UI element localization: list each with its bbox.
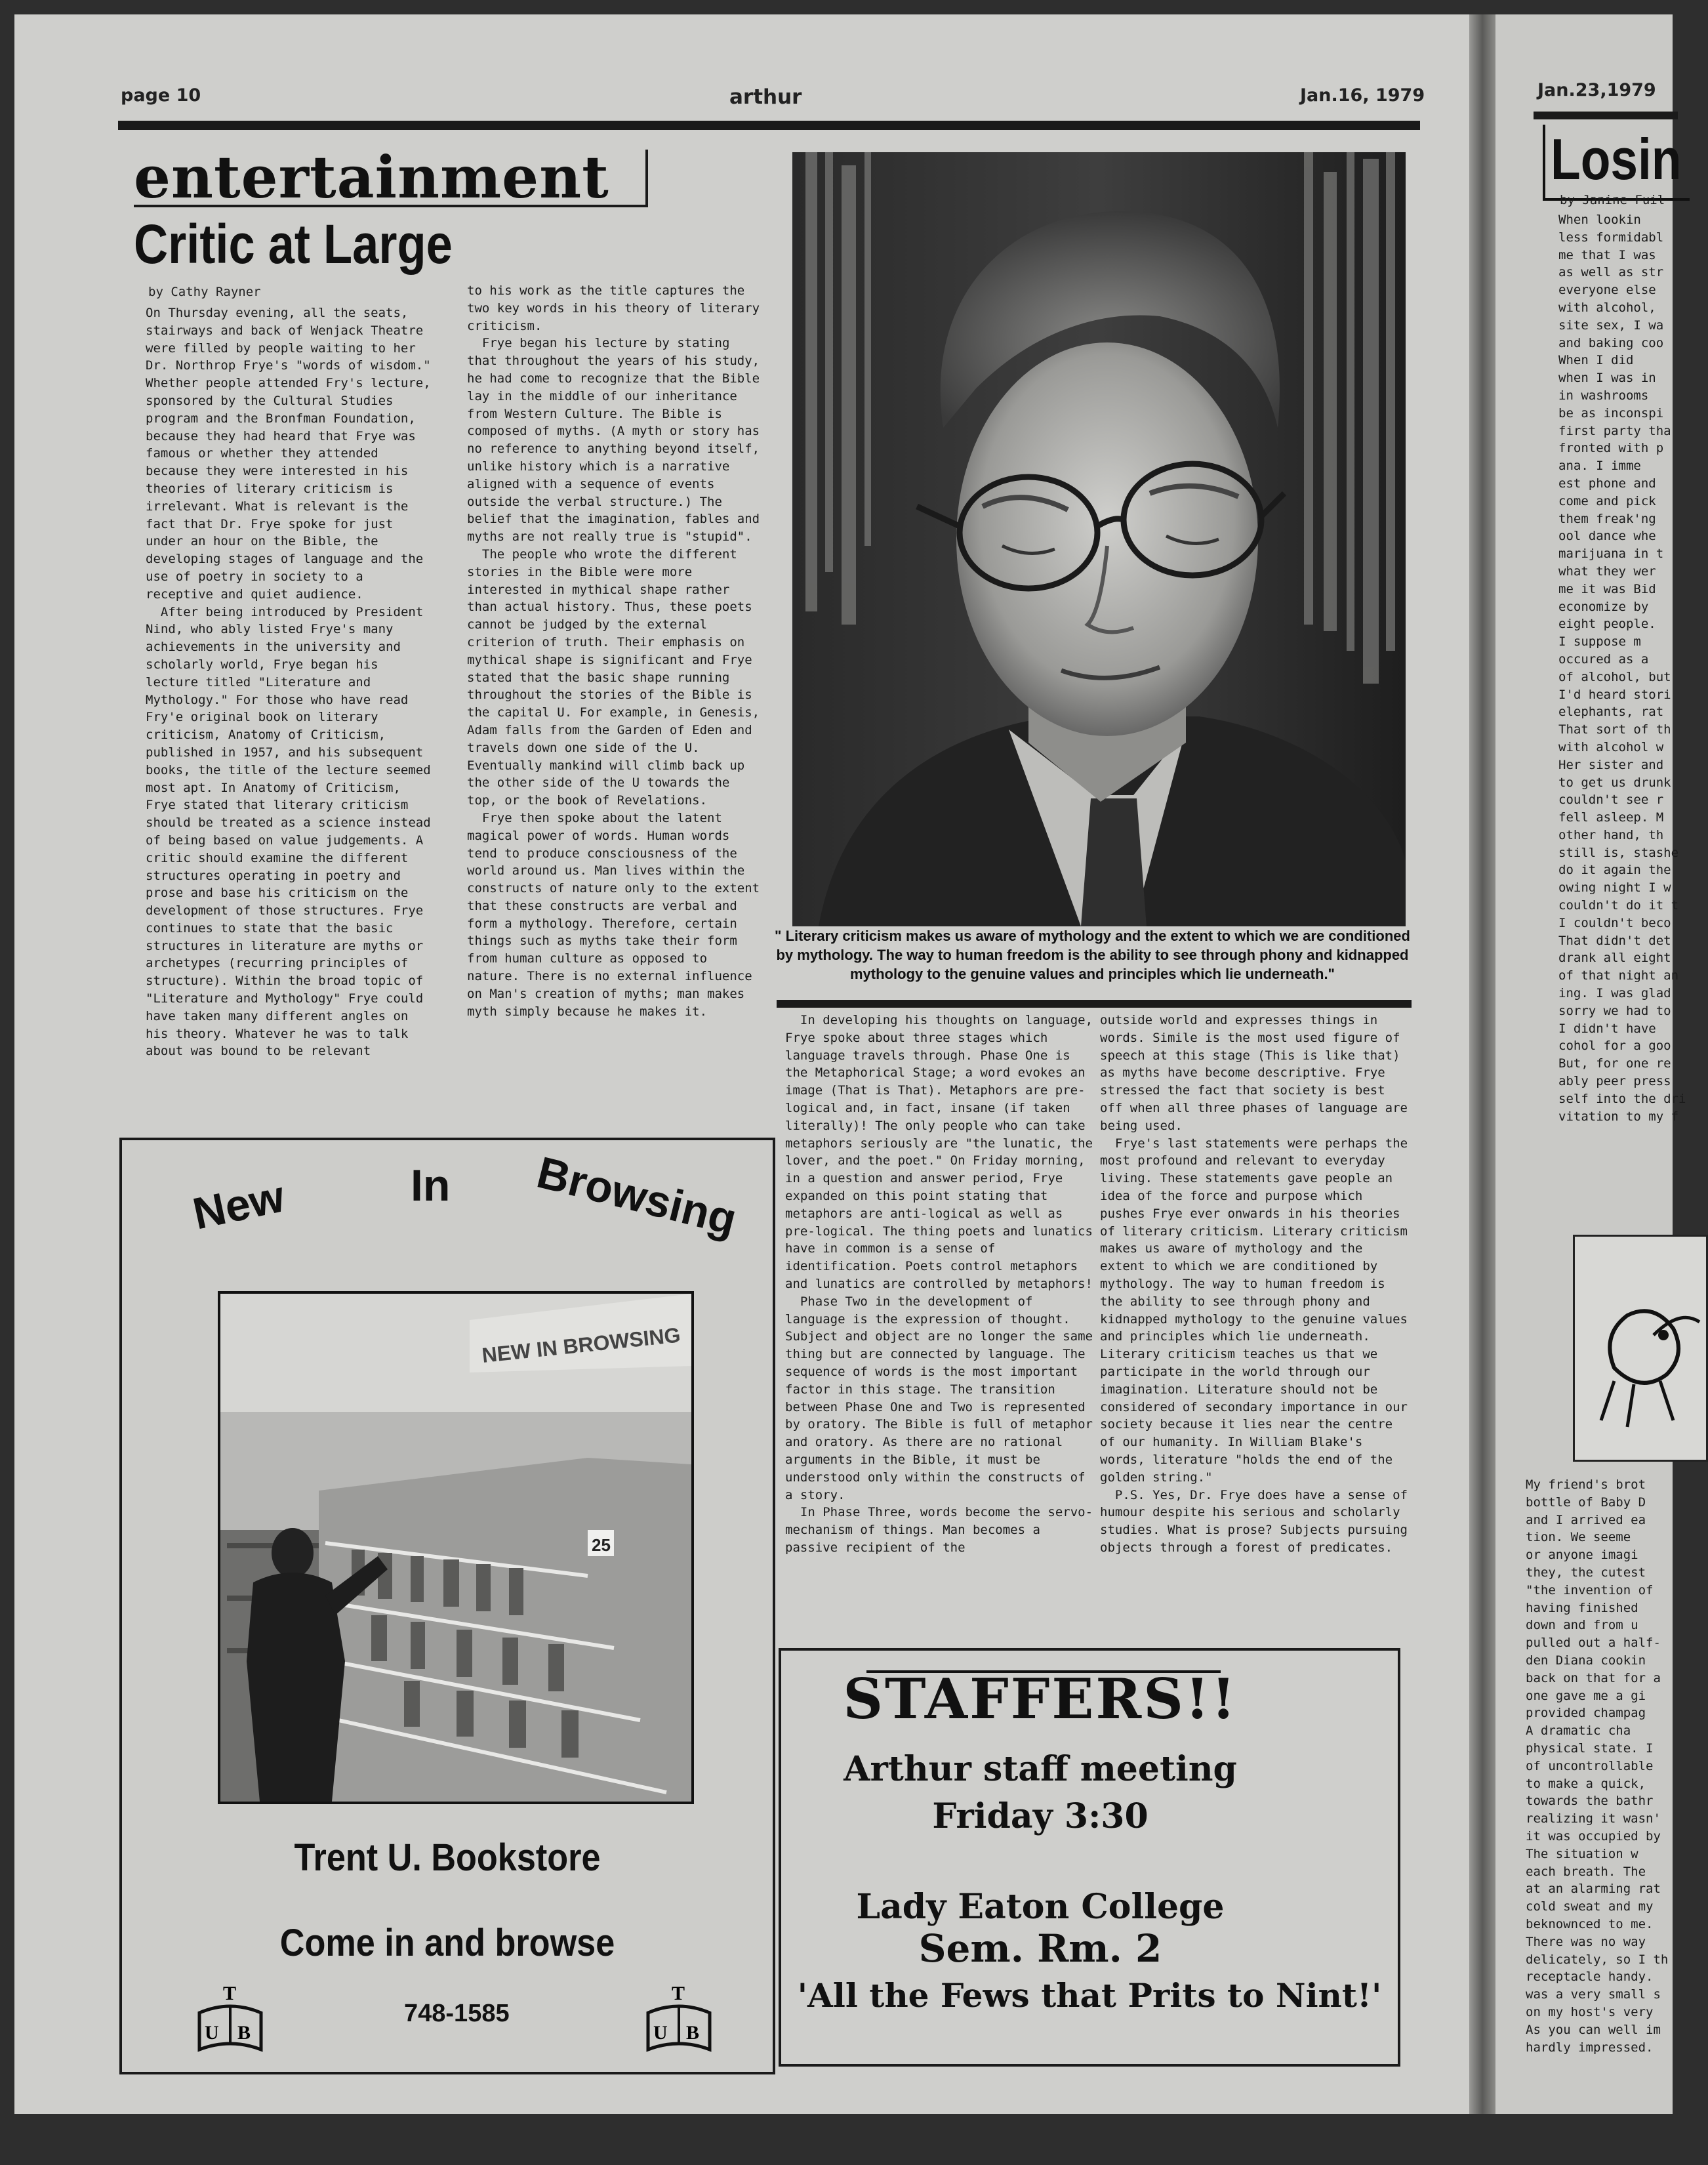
tub-logo-icon (194, 1983, 266, 2052)
staffers-room: Sem. Rm. 2 (918, 1926, 1162, 1971)
next-page-line: couldn't do it t (1558, 898, 1679, 913)
logo-letter-b: B (686, 2022, 700, 2044)
next-page-line: But, for one re (1558, 1056, 1671, 1071)
next-page-line: fell asleep. M (1558, 810, 1664, 825)
next-page-line: back on that for a (1526, 1670, 1661, 1685)
next-page-line: come and pick (1558, 493, 1656, 508)
shelf-number: 25 (592, 1535, 611, 1555)
next-page-line: ably peer press (1558, 1074, 1671, 1089)
next-page-line: everyone else (1558, 283, 1656, 298)
next-page-line: I suppose m (1558, 634, 1641, 650)
newspaper-page (14, 14, 1469, 2114)
article-column-3: In developing his thoughts on language, Frye spoke about three stages which language travels through. Phase One is the Metaphorical Stage; a word evokes an image (That is That). Metaphors are pre-logical and, in fact, insane (if taken literally)! The only people who can take metaphors seriously are "the lunatic, the lover, and the poet." On Friday morning, in a question and answer period, Frye expanded on this point stating that metaphors are anti-logical as well as pre-logical. The thing poets and lunatics have in common is a sense of identification. Poets control metaphors and lunatics are controlled by metaphors! Phase Two in the development of language is the expression of thought. Subject and object are no longer the same thing but are connected by language. The sequence of words is the most important factor in this stage. The transition between Phase One and Two is represented by oratory. The Bible is full of metaphor and oratory. As there are no rational arguments in the Bible, it must be understood only within the constructs of a story. In Phase Three, words become the servo-mechanism of things. Man becomes a passive recipient of the (785, 1013, 1093, 1555)
next-page-line: at an alarming rat (1526, 1882, 1661, 1897)
next-page-line: marijuana in t (1558, 546, 1664, 562)
next-page-line: me that I was (1558, 247, 1656, 262)
section-title: entertainment (134, 150, 648, 207)
next-page-line: was a very small s (1526, 1987, 1661, 2002)
bookstore-tagline: Come in and browse (279, 1922, 615, 1964)
next-page-line: other hand, th (1558, 827, 1664, 842)
article-headline: Critic at Large (134, 213, 453, 275)
next-page-line: they, the cutest (1526, 1565, 1646, 1580)
next-page-line: to get us drunk (1558, 775, 1671, 790)
next-page-line: That didn't det (1558, 933, 1671, 948)
next-page-line: and baking coo (1558, 335, 1664, 350)
next-page-line: I couldn't beco (1558, 915, 1671, 930)
next-page-line: site sex, I wa (1558, 318, 1664, 333)
issue-date: Jan.16, 1979 (1300, 85, 1425, 106)
portrait-photo (792, 152, 1406, 926)
next-page-line: beknownced to me. (1526, 1916, 1654, 1931)
next-page-line: The situation w (1526, 1846, 1638, 1861)
next-page-line: ing. I was glad (1558, 986, 1671, 1001)
next-page-line: self into the dri (1558, 1091, 1686, 1106)
next-page-line: elephants, rat (1558, 705, 1664, 720)
next-page-line: each breath. The (1526, 1864, 1646, 1879)
next-page-line: still is, stashe (1558, 845, 1679, 860)
next-page-line: occured as a (1558, 651, 1649, 667)
next-page-line: or anyone imagi (1526, 1548, 1638, 1563)
staffers-meeting: Arthur staff meeting (844, 1749, 1237, 1789)
next-page-text-top (1558, 211, 1690, 1125)
bookstore-phone: 748-1585 (404, 2000, 510, 2027)
next-page-line: When I did (1558, 353, 1634, 368)
next-page-line: eight people. (1558, 617, 1656, 632)
next-page-line: down and from u (1526, 1618, 1638, 1633)
article-column-1: On Thursday evening, all the seats, stairways and back of Wenjack Theatre were filled by people waiting to her Dr. Northrop Frye's "words of wisdom." Whether people attended Fry's lecture, sponsored by the Cultural Studies program and the Bronfman Foundation, because they had heard that Frye was famous or whether they attended because they were interested in his theories of literary criticism is irrelevant. What is relevant is the fact that Dr. Frye spoke for just under an hour on the Bible, the developing stages of language and the use of poetry in society to a receptive and quiet audience. After being introduced by President Nind, who ably listed Frye's many achievements in the university and scholarly world, Frye began his lecture titled "Literature and Mythology." For those who have read Fry'e original book on literary criticism, Anatomy of Criticism, published in 1957, and his subsequent books, the title of the lecture seemed most apt. In Anatomy of Criticism, Frye stated that literary criticism should be treated as a science instead of being based on value judgements. A critic should examine the different structures operating in poetry and prose and base his criticism on the development of those structures. Frye continues to state that the basic structures in literature are myths or archetypes (recurring principles of structure). Within the broad topic of "Literature and Mythology" Frye could have taken many different angles on his theory. Whatever he was to talk about was bound to be relevant (146, 306, 431, 1059)
next-page-line: That sort of th (1558, 722, 1671, 737)
next-page-cartoon (1573, 1235, 1708, 1462)
next-page-line: of that night an (1558, 968, 1679, 983)
ad-word-new: New (188, 1171, 289, 1239)
next-page-line: receptacle handy. (1526, 1969, 1654, 1985)
next-page-line: it was occupied by (1526, 1828, 1661, 1844)
next-page-line: cohol for a goo (1558, 1039, 1671, 1054)
logo-letter-b: B (237, 2022, 251, 2044)
staffers-ad (779, 1648, 1400, 2067)
next-page-line: den Diana cookin (1526, 1653, 1646, 1668)
logo-letter-t: T (223, 1983, 237, 2004)
next-page-line: I didn't have (1558, 1021, 1656, 1036)
next-page-line: ool dance whe (1558, 529, 1656, 544)
caption-rule (777, 1000, 1412, 1008)
next-page-line: couldn't see r (1558, 793, 1664, 808)
next-page-line: with alcohol, (1558, 300, 1656, 315)
bookstore-ad (119, 1138, 775, 2074)
next-page-line: pulled out a half- (1526, 1636, 1661, 1651)
next-page-line: as well as str (1558, 265, 1664, 280)
next-page-line: owing night I w (1558, 880, 1671, 896)
next-page-line: of uncontrollable (1526, 1758, 1654, 1773)
article-column-4: outside world and expresses things in words. Simile is the most used figure of speech at this stage (This is like that) as myths have become descriptive. Frye stressed the fact that society is best off when all three phases of language are being used. Frye's last statements were perhaps the most profound and relevant to everyday living. These statements gave people an idea of the force and purpose which pushes Frye ever onwards in his theories of literary criticism. Literary criticism makes us aware of mythology and the extent to which we are conditioned by mythology. The way to human freedom is the ability to see through phony and kidnapped mythology to the genuine values and principles which lie underneath. Literary criticism teaches us that we participate in the world through our imagination. Literature should not be considered of secondary importance in our society because it lies near the centre of our humanity. In William Blake's words, literature "holds the end of the golden string." P.S. Yes, Dr. Frye does have a sense of humour despite his serious and scholarly studies. What is prose? Subjects pursuing objects through a forest of predicates. (1100, 1013, 1408, 1555)
next-page-line: physical state. I (1526, 1741, 1654, 1756)
staffers-location: Lady Eaton College (856, 1887, 1225, 1927)
page-number: page 10 (121, 85, 201, 106)
staffers-time: Friday 3:30 (932, 1796, 1149, 1836)
next-page-line: one gave me a gi (1526, 1688, 1646, 1703)
next-page-line: "the invention of (1526, 1582, 1654, 1598)
cartoon-image (1575, 1237, 1706, 1460)
article-byline: by Cathy Rayner (148, 285, 261, 299)
ad-word-in: In (411, 1161, 451, 1210)
logo-letter-t: T (672, 1983, 685, 2004)
next-page-line: sorry we had to (1558, 1003, 1671, 1018)
bookstore-name: Trent U. Bookstore (294, 1836, 601, 1879)
bookstore-photo (218, 1291, 694, 1804)
next-page-line: drank all eight (1558, 951, 1671, 966)
next-page-text-bottom (1526, 1476, 1669, 2056)
next-page-line: There was no way (1526, 1934, 1646, 1949)
next-page-date: Jan.23,1979 (1537, 80, 1656, 100)
next-page-line: and I arrived ea (1526, 1512, 1646, 1527)
next-page-byline: by Janine Fuil (1560, 193, 1665, 207)
next-page-line: est phone and (1558, 476, 1656, 491)
logo-letter-u: U (205, 2022, 219, 2044)
page-gutter (1469, 14, 1495, 2114)
next-page-line: cold sweat and my (1526, 1899, 1654, 1914)
paper-name: arthur (729, 85, 802, 109)
store-sign: NEW IN BROWSING (480, 1323, 682, 1367)
next-page-line: first party tha (1558, 423, 1671, 438)
next-page-line: delicately, so I th (1526, 1952, 1669, 1967)
next-page-line: realizing it wasn' (1526, 1811, 1661, 1826)
article-column-2: to his work as the title captures the two key words in his theory of literary criticism. Frye began his lecture by stating that throughout the years of his study, he had come to recognize that the Bible lay in the middle of our inheritance from Western Culture. The Bible is composed of myths. (A myth or story has no reference to anything beyond itself, unlike history which is a narrative aligned with a sequence of events outside the verbal structure.) The belief that the imagination, fables and myths are not really true is "stupid". The people who wrote the different stories in the Bible were more interested in mythical shape rather than actual history. Thus, these poets cannot be judged by the external criterion of truth. Their emphasis on mythical shape is significant and Frye stated that the basic shape running throughout the stories of the Bible is the capital U. For example, in Genesis, Adam falls from the Garden of Eden and travels down one side of the U. Eventually mankind will climb back up the other side of the U towards the top, or the book of Revelations. Frye then spoke about the latent magical power of words. Human words tend to produce consciousness of the world around us. Man lives within the constructs of nature only to the extent that these constructs are verbal and form a mythology. Therefore, certain things such as myths take their form from human culture as opposed to nature. There is no external influence on Man's creation of myths; man makes myth simply because he makes it. (467, 283, 760, 1019)
next-page-edge (1495, 14, 1686, 2114)
next-page-line: provided champag (1526, 1706, 1646, 1721)
next-page-line: tion. We seeme (1526, 1530, 1631, 1545)
next-page-line: towards the bathr (1526, 1794, 1654, 1809)
photo-caption: " Literary criticism makes us aware of mythology and the extent to which we are conditioned by mythology. The way to human freedom is the ability to see through phony and kidnapped mythology to the genuine values and principles which lie underneath." (775, 928, 1410, 982)
next-page-line: vitation to my f (1558, 1109, 1679, 1124)
next-page-line: I'd heard stori (1558, 687, 1671, 702)
next-page-line: what they wer (1558, 564, 1656, 579)
next-page-line: Her sister and (1558, 757, 1664, 772)
header-rule (118, 121, 1420, 130)
next-page-rule (1534, 112, 1678, 119)
next-page-line: of alcohol, but (1558, 669, 1671, 684)
bookstore-image (220, 1294, 691, 1802)
next-page-line: bottle of Baby D (1526, 1495, 1646, 1510)
next-page-line: ana. I imme (1558, 459, 1641, 474)
next-page-line: less formidabl (1558, 230, 1664, 245)
ad-word-browsing: Browsing (532, 1147, 742, 1245)
next-page-line: on my host's very (1526, 2004, 1654, 2019)
next-page-line: with alcohol w (1558, 739, 1664, 754)
portrait-image (792, 152, 1406, 926)
next-page-line: in washrooms (1558, 388, 1649, 403)
staffers-slogan: 'All the Fews that Prits to Nint!' (797, 1976, 1382, 2015)
next-page-line: when I was in (1558, 371, 1656, 386)
next-page-line: do it again the (1558, 863, 1671, 878)
next-page-line: to make a quick, (1526, 1776, 1646, 1791)
logo-letter-u: U (653, 2022, 668, 2044)
next-page-line: them freak'ng (1558, 511, 1656, 526)
next-page-line: having finished (1526, 1600, 1638, 1615)
next-page-line: hardly impressed. (1526, 2040, 1654, 2055)
next-page-headline: Losin (1551, 127, 1682, 192)
next-page-line: A dramatic cha (1526, 1723, 1631, 1739)
staffers-title: STAFFERS!! (843, 1666, 1238, 1731)
next-page-line: fronted with p (1558, 441, 1664, 456)
next-page-line: When lookin (1558, 213, 1641, 227)
next-page-line: be as inconspi (1558, 405, 1664, 421)
next-page-line: My friend's brot (1526, 1477, 1646, 1492)
next-page-line: As you can well im (1526, 2022, 1661, 2037)
tub-logo-icon (643, 1983, 715, 2052)
next-page-line: economize by (1558, 599, 1649, 614)
next-page-line: me it was Bid (1558, 581, 1656, 596)
